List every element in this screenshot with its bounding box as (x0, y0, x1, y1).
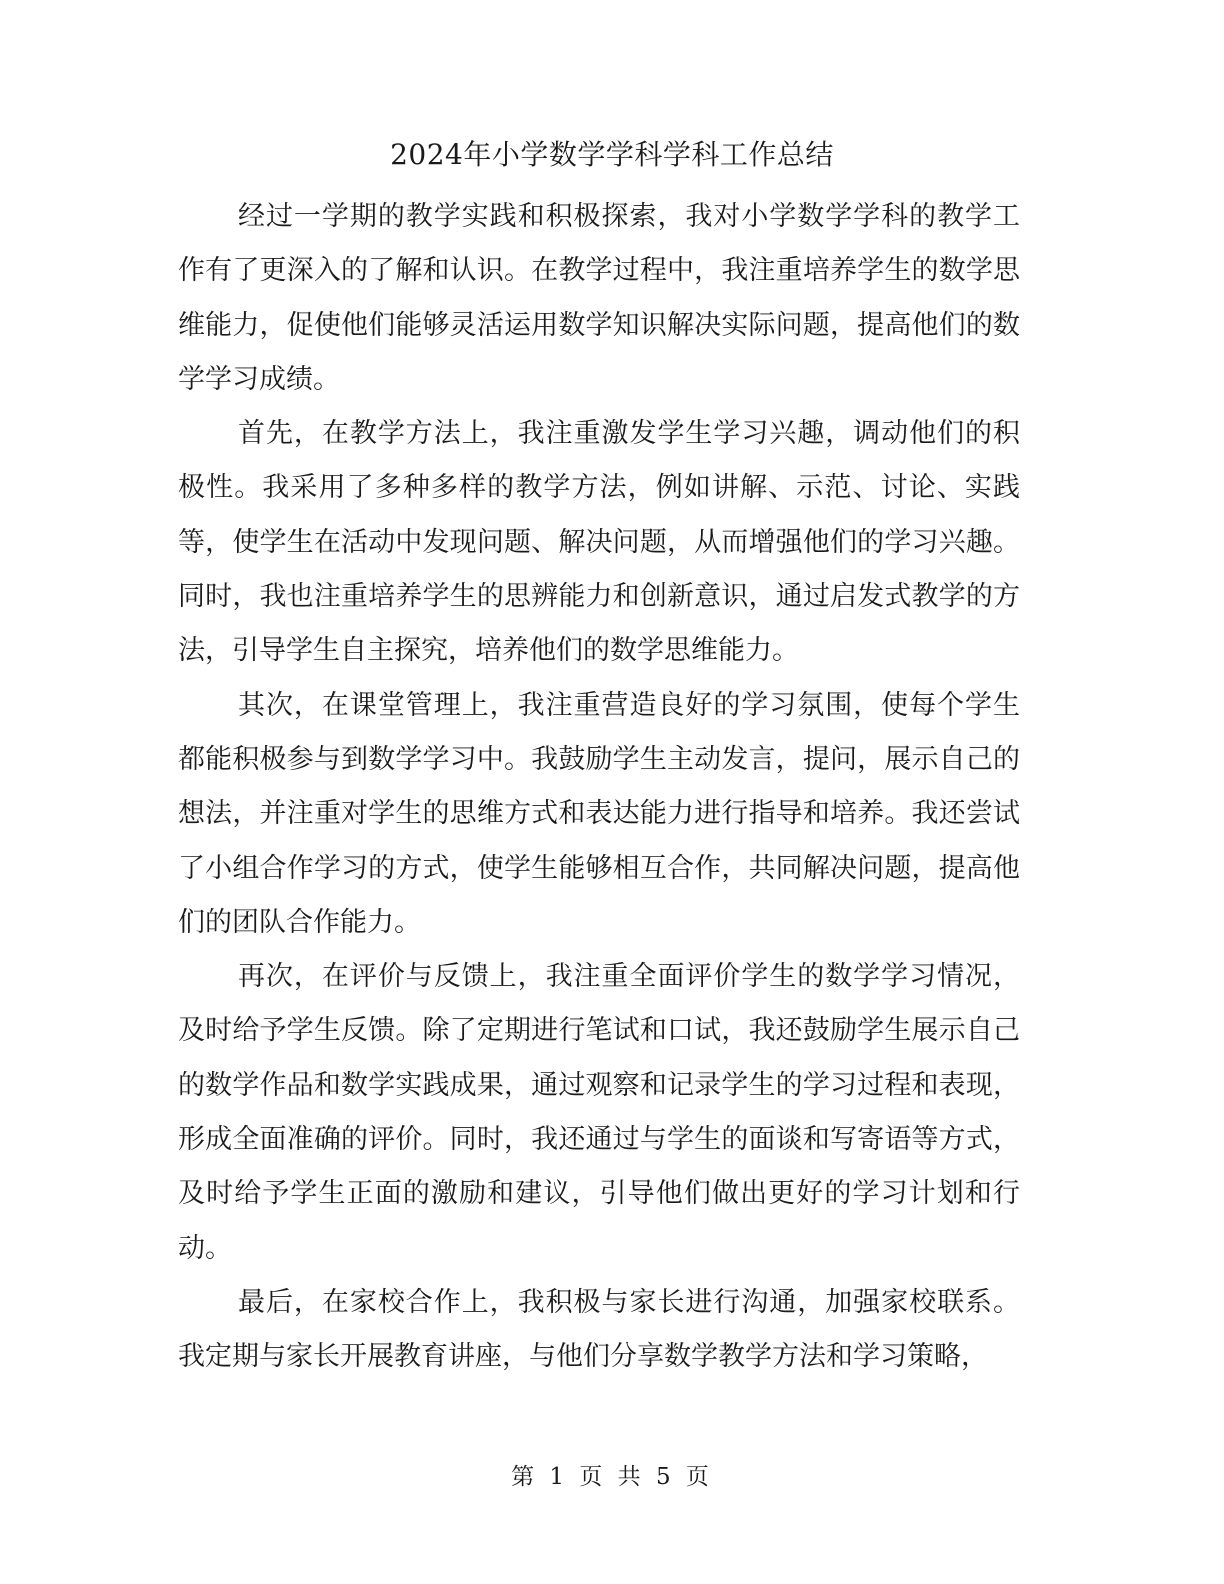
paragraph-home-school-cooperation: 最后，在家校合作上，我积极与家长进行沟通，加强家校联系。我定期与家长开展教育讲座，与他们分享数学教学方法和学习策略， (178, 1286, 1020, 1373)
document-body (178, 190, 1020, 1385)
paragraph-evaluation-feedback: 再次，在评价与反馈上，我注重全面评价学生的数学学习情况，及时给予学生反馈。除了定期进行笔试和口试，我还鼓励学生展示自己的数学作品和数学实践成果，通过观察和记录学生的学习过程和表现，形成全面准确的评价。同时，我还通过与学生的面谈和写寄语等方式，及时给予学生正面的激励和建议，引导他们做出更好的学习计划和行动。 (178, 961, 1020, 1264)
paragraph-classroom-management: 其次，在课堂管理上，我注重营造良好的学习氛围，使每个学生都能积极参与到数学学习中。我鼓励学生主动发言，提问，展示自己的想法，并注重对学生的思维方式和表达能力进行指导和培养。我还尝试了小组合作学习的方式，使学生能够相互合作，共同解决问题，提高他们的团队合作能力。 (178, 689, 1020, 938)
paragraph-intro: 经过一学期的教学实践和积极探索，我对小学数学学科的教学工作有了更深入的了解和认识。在教学过程中，我注重培养学生的数学思维能力，促使他们能够灵活运用数学知识解决实际问题，提高他们的数学学习成绩。 (178, 201, 1020, 395)
page-number-footer: 第 1 页 共 5 页 (511, 1464, 713, 1490)
paragraph-teaching-methods: 首先，在教学方法上，我注重激发学生学习兴趣，调动他们的积极性。我采用了多种多样的教学方法，例如讲解、示范、讨论、实践等，使学生在活动中发现问题、解决问题，从而增强他们的学习兴趣。同时，我也注重培养学生的思辨能力和创新意识，通过启发式教学的方法，引导学生自主探究，培养他们的数学思维能力。 (178, 418, 1020, 667)
document-title: 2024年小学数学学科学科工作总结 (390, 138, 834, 171)
